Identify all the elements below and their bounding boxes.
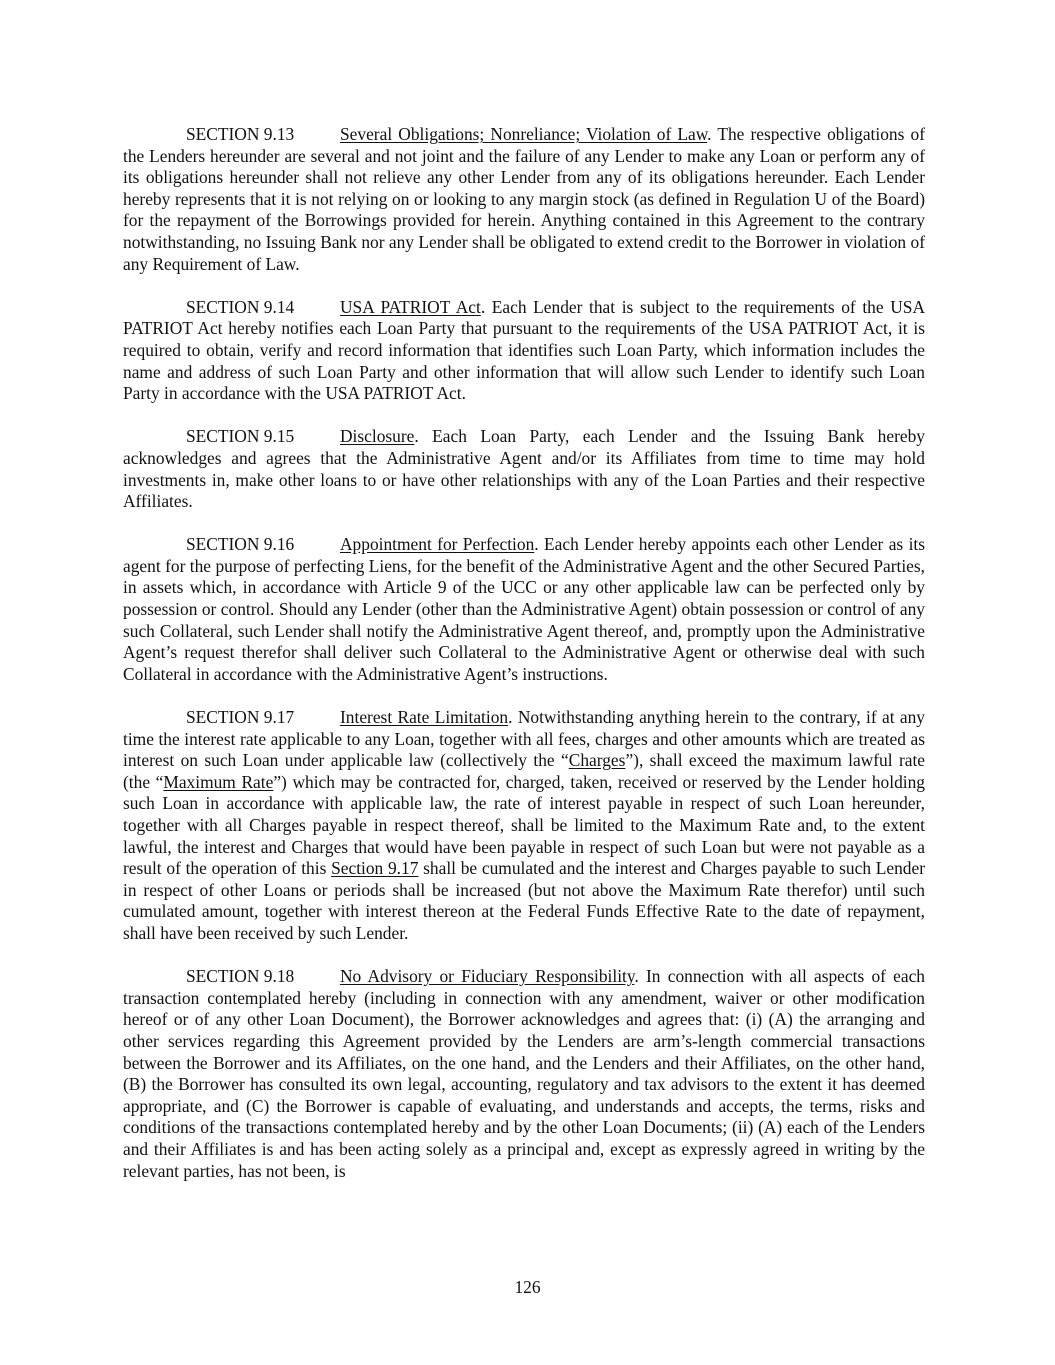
section-body: ”) which may be contracted for, charged, taken, received or reserved by the Lender holding such Loan in accordance with applicable law, the rate of interest payable in respect of such Loan hereunder, together with all Charges payable in respect thereof, shall be limited to the Maximum Rate and, to the extent lawful, the interest and Charges that would have been payable in respect of such Loan but were not payable as a result of the operation of this	[123, 771, 925, 879]
section-body: . Each Lender that is subject to the requirements of the USA PATRIOT Act hereby notifies each Loan Party that pursuant to the requirements of the USA PATRIOT Act, it is required to obtain, verify and record information that identifies such Loan Party, which information includes the name and address of such Loan Party and other information that will allow such Lender to identify such Loan Party in accordance with the USA PATRIOT Act.	[123, 296, 925, 404]
document-page	[123, 124, 925, 1204]
section-number: SECTION 9.15	[186, 426, 295, 447]
section-9-13	[123, 124, 925, 275]
section-body: . Each Lender hereby appoints each other Lender as its agent for the purpose of perfecting Liens, for the benefit of the Administrative Agent and the other Secured Parties, in assets which, in accordance with Article 9 of the UCC or any other applicable law can be perfected only by possession or control. Should any Lender (other than the Administrative Agent) obtain possession or control of any such Collateral, such Lender shall notify the Administrative Agent thereof, and, promptly upon the Administrative Agent’s request therefor shall deliver such Collateral to the Administrative Agent or otherwise deal with such Collateral in accordance with the Administrative Agent’s instructions.	[123, 534, 926, 684]
section-number: SECTION 9.14	[186, 296, 295, 317]
section-title: Appointment for Perfection	[340, 534, 535, 555]
section-body: shall be cumulated and the interest and Charges payable to such Lender in respect of other Loans or periods shall be increased (but not above the Maximum Rate therefor) until such cumulated amount, together with interest thereon at the Federal Funds Effective Rate to the date of repayment, shall have been received by such Lender.	[123, 858, 925, 943]
section-body: . In connection with all aspects of each transaction contemplated hereby (including in connection with any amendment, waiver or other modification hereof or of any other Loan Document), the Borrower acknowledges and agrees that: (i) (A) the arranging and other services regarding this Agreement provided by the Lenders are arm’s-length commercial transactions between the Borrower and its Affiliates, on the one hand, and the Lenders and their Affiliates, on the other hand, (B) the Borrower has consulted its own legal, accounting, regulatory and tax advisors to the extent it has deemed appropriate, and (C) the Borrower is capable of evaluating, and understands and accepts, the terms, risks and conditions of the transactions contemplated hereby and by the other Loan Documents; (ii) (A) each of the Lenders and their Affiliates is and has been acting solely as a principal and, except as expressly agreed in writing by the relevant parties, has not been, is	[123, 966, 926, 1181]
section-number: SECTION 9.16	[186, 534, 295, 555]
section-title: USA PATRIOT Act	[340, 296, 481, 317]
section-9-17	[123, 707, 925, 945]
section-9-15	[123, 426, 925, 512]
cross-reference-section-9-17: Section 9.17	[331, 858, 419, 879]
section-number: SECTION 9.17	[186, 707, 295, 728]
section-9-14	[123, 297, 925, 405]
section-9-18	[123, 966, 925, 1182]
page-number: 126	[514, 1277, 541, 1297]
section-number: SECTION 9.13	[186, 124, 295, 144]
section-body: . Notwithstanding anything herein to the contrary, if at any time the interest rate applicable to any Loan, together with all fees, charges and other amounts which are treated as interest on such Loan under applicable law (collectively the “	[123, 707, 925, 771]
section-body: . Each Loan Party, each Lender and the Issuing Bank hereby acknowledges and agrees that the Administrative Agent and/or its Affiliates from time to time may hold investments in, make other loans to or have other relationships with any of the Loan Parties and their respective Affiliates.	[123, 426, 925, 512]
defined-term-maximum-rate: Maximum Rate	[163, 771, 274, 792]
section-9-16	[123, 534, 925, 685]
section-title: Interest Rate Limitation	[340, 707, 509, 728]
section-body: ”), shall exceed the maximum lawful rate (the “	[123, 750, 926, 792]
defined-term-charges: Charges	[568, 750, 626, 771]
section-title: Several Obligations; Nonreliance; Violation of Law	[340, 124, 708, 144]
section-number: SECTION 9.18	[186, 966, 295, 987]
section-title: No Advisory or Fiduciary Responsibility	[340, 966, 635, 987]
section-body: . The respective obligations of the Lenders hereunder are several and not joint and the failure of any Lender to make any Loan or perform any of its obligations hereunder shall not relieve any other Lender from any of its obligations hereunder. Each Lender hereby represents that it is not relying on or looking to any margin stock (as defined in Regulation U of the Board) for the repayment of the Borrowings provided for herein. Anything contained in this Agreement to the contrary notwithstanding, no Issuing Bank nor any Lender shall be obligated to extend credit to the Borrower in violation of any Requirement of Law.	[123, 124, 925, 274]
section-title: Disclosure	[340, 426, 415, 447]
